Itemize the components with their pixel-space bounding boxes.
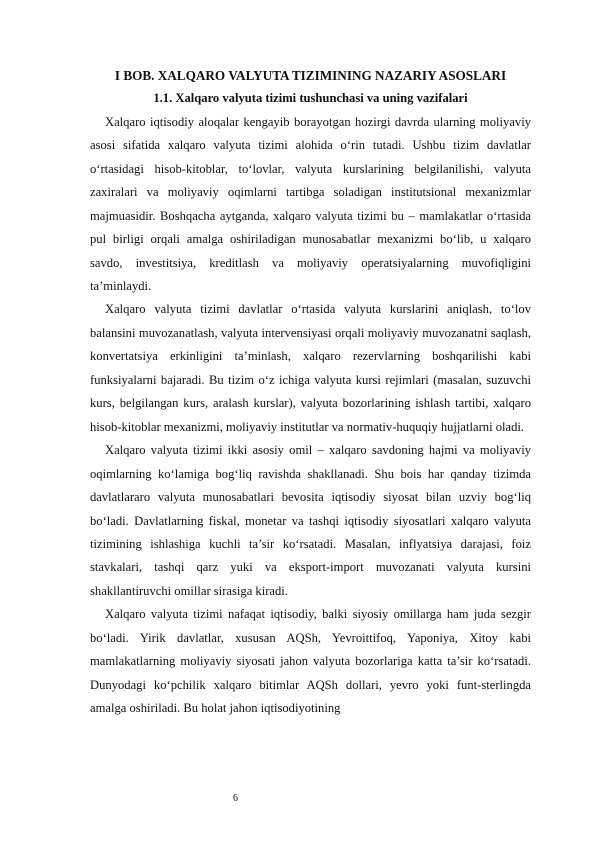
page-number: 6	[233, 793, 238, 804]
paragraph-2: Xalqaro valyuta tizimi davlatlar o‘rtasida valyuta kurslarini aniqlash, to‘lov balansini muvozanatlash, valyuta intervensiyasi orqali moliyaviy muvozanatni saqlash, konvertatsiya erkinligini ta’minlash, xalqaro rezervlarning boshqarilishi kabi funksiyalarni bajaradi. Bu tizim o‘z ichiga valyuta kursi rejimlari (masalan, suzuvchi kurs, belgilangan kurs, aralash kurslar), valyuta bozorlarining ishlash tartibi, xalqaro hisob-kitoblar mexanizmi, moliyaviy institutlar va normativ-huquqiy hujjatlarni oladi.	[90, 302, 531, 434]
paragraph-1: Xalqaro iqtisodiy aloqalar kengayib borayotgan hozirgi davrda ularning moliyaviy asosi sifatida xalqaro valyuta tizimi alohida o‘rin tutadi. Ushbu tizim davlatlar o‘rtasidagi hisob-kitoblar, to‘lovlar, valyuta kurslarining belgilanilishi, valyuta zaxiralari va moliyaviy oqimlarni tartibga soladigan institutsional mexanizmlar majmuasidir. Boshqacha aytganda, xalqaro valyuta tizimi bu – mamlakatlar o‘rtasida pul birligi orqali amalga oshiriladigan munosabatlar mexanizmi bo‘lib, u xalqaro savdo, investitsiya, kreditlash va moliyaviy operatsiyalarning muvofiqligini ta’minlaydi.	[90, 114, 531, 293]
section-title: 1.1. Xalqaro valyuta tizimi tushunchasi va uning vazifalari	[153, 91, 468, 106]
paragraph-3: Xalqaro valyuta tizimi ikki asosiy omil – xalqaro savdoning hajmi va moliyaviy oqimlarning ko‘lamiga bog‘liq ravishda shakllanadi. Shu bois har qanday tizimda davlatlararo valyuta munosabatlari bevosita iqtisodiy siyosat bilan uzviy bog‘liq bo‘ladi. Davlatlarning fiskal, monetar va tashqi iqtisodiy siyosatlari xalqaro valyuta tizimining ishlashiga kuchli ta’sir ko‘rsatadi. Masalan, inflyatsiya darajasi, foiz stavkalari, tashqi qarz yuki va eksport-import muvozanati valyuta kursini shakllantiruvchi omillar sirasiga kiradi.	[90, 443, 531, 598]
paragraph-4: Xalqaro valyuta tizimi nafaqat iqtisodiy, balki siyosiy omillarga ham juda sezgir bo‘ladi. Yirik davlatlar, xususan AQSh, Yevroittifoq, Yaponiya, Xitoy kabi mamlakatlarning moliyaviy siyosati jahon valyuta bozorlariga katta ta’sir ko‘rsatadi. Dunyodagi ko‘pchilik xalqaro bitimlar AQSh dollari, yevro yoki funt-sterlingda amalga oshiriladi. Bu holat jahon iqtisodiyotining	[90, 607, 531, 716]
chapter-title: I BOB. XALQARO VALYUTA TIZIMINING NAZARIY ASOSLARI	[114, 68, 507, 83]
document-page	[90, 64, 531, 721]
